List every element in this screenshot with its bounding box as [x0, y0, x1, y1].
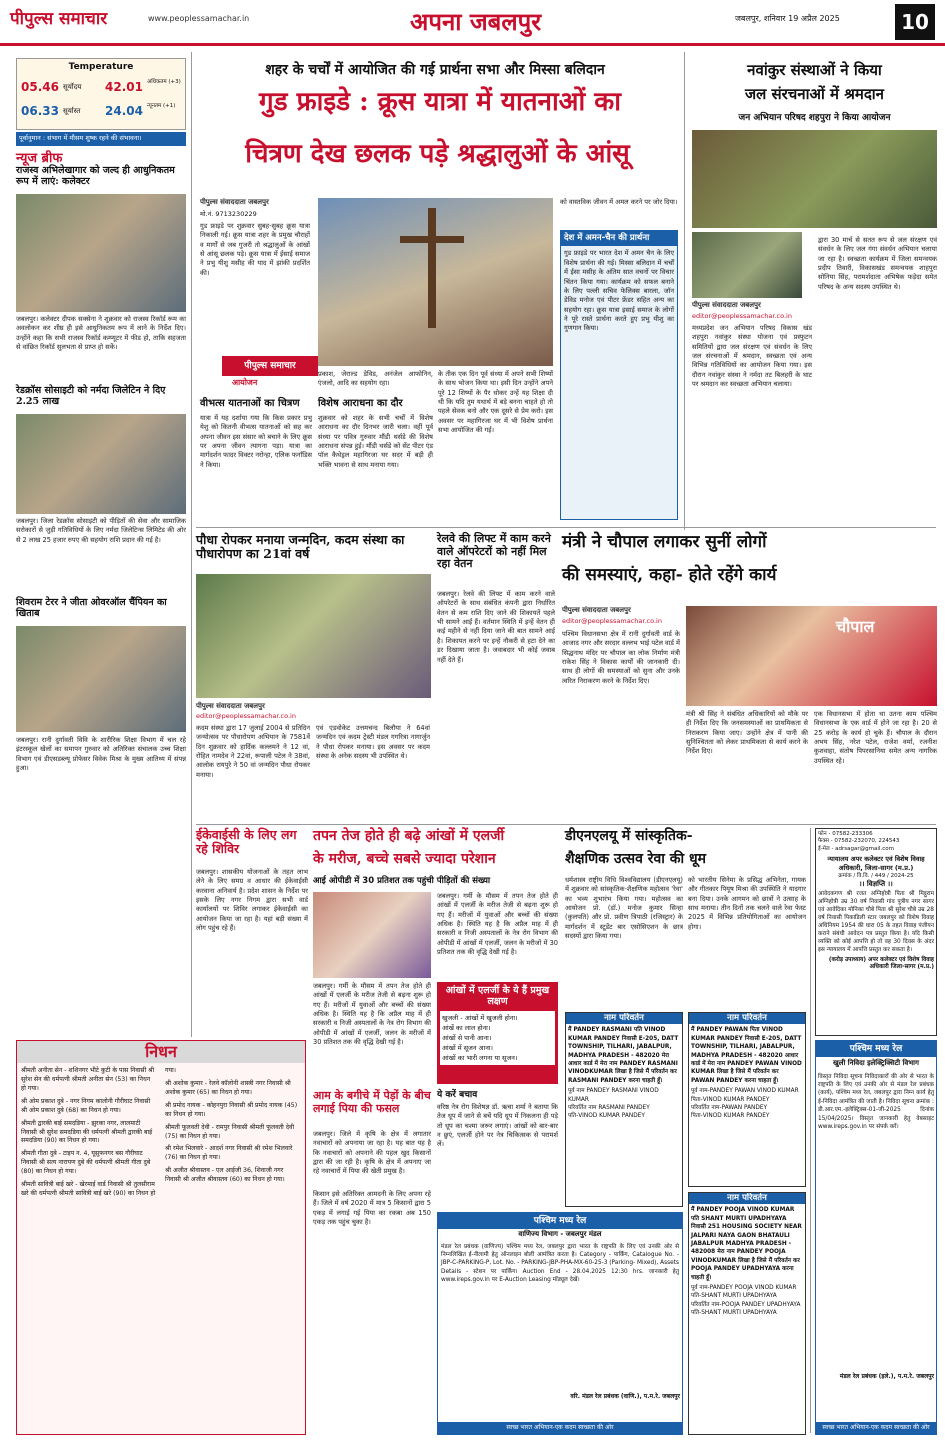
minister-body-3: एक विधानसभा में होता था उतना काम पश्चिम विधानसभा के एक वार्ड में होने जा रहा है। 20 से 25 करोड़ के कार्य हो चुके हैं। चौपाल के दौरान अभय सिंह, नरेश पटेल, राजेश वर्मा, रजनीश कुशवाहा, संतोष पिपरसानिया समेत अन्य नागरिक उपस्थित रहे।: [814, 710, 937, 765]
sub2-body: शुक्रवार को शहर के सभी चर्चों में विशेष आराधना का दौर दिनभर जारी चला। वहीं पूर्व संध्या पर पवित्र गुरुवार मौंडी थर्सडे की विशेष आराधना संपन्न हुई। मौंडी थर्सडे को सेंट पीटर एंड पॉल कैथेड्रल महागिरजा घर सदर में बड़ी ही भक्ति भावना से साथ मनाया गया।: [318, 414, 433, 469]
plantation-byline: [196, 702, 431, 711]
allergy-symptoms-title: आंखों में एलर्जी के ये हैं प्रमुख लक्षण: [445, 985, 550, 1008]
mango-body: जबलपुर। जिले में कृषि के क्षेत्र में लगातार नवाचारों को अपनाया जा रहा है। यह बात यह है कि नवाचारों को अपनाने की पहल खुद किसानों द्वारा की जा रही है। कृषि के क्षेत्र में अपनाए जा रहे नवाचारों में पिया की खेती प्रमुख है।: [313, 1130, 431, 1176]
sunrise-time: 05.46: [21, 80, 59, 94]
column-divider: [810, 828, 811, 1433]
tender-bottom-body: मंडल रेल प्रबंधक (वाणिज्य) पश्चिम मध्य रेल, जबलपुर द्वारा भारत के राष्ट्रपति के लिए एवं उनकी ओर से निम्नलिखित ई-नीलामी हेतु ऑनलाइन बोली आमंत्रित करता है। Category - पार्किंग, Catalogue No. - JBP-C-PARKING-P, Lot. No. - PARKING-JBP-PHA-MX-60-25-3 (Parking- Mixed), Assets Details - स्टेशन पर पार्किंग। Auction End - 28.04.2025 12:30 hrs. जानकारी हेतु www.ireps.gov.in पर E-Auction Leasing मॉड्यूल देखें।: [441, 1243, 679, 1284]
navankur-headline-line-1: नवांकुर संस्थाओं ने किया: [747, 61, 882, 79]
brief-headline-1: राजस्व अभिलेखागार को जल्द ही आधुनिकतम रूप में लाएं: कलेक्टर: [16, 165, 175, 187]
notice-body: आवेदकगण श्री रजत अग्निहोत्री पिता श्री मिट्ठूराम अग्निहोत्री उम्र 30 वर्ष निवासी गांव पुत्रीय नगर सागर एवं आवेदिका मोनिका चौबे पिता श्री सुरेश चौबे उम्र 28 वर्ष निवासी पिकाडिली स्टार जबलपुर को विशेष विवाह अधिनियम 1954 की धारा 05 के तहत विवाह पंजीयन कराने संबंधी आवेदन पत्र प्रस्तुत किया है। यदि किसी व्यक्ति को कोई आपत्ति हो तो वह 30 दिवस के अंदर इस न्यायालय में आपत्ति प्रस्तुत कर सकता है।: [818, 890, 934, 954]
obituary-item: श्रीमती फूलवती देवी - रामपुर निवासी श्रीमती फूलवती देवी (75) का निधन हो गया।: [165, 1123, 295, 1140]
column-divider: [684, 52, 685, 530]
symptom-item: आंखें का लाल होना।: [442, 1023, 491, 1032]
section-divider: [196, 824, 936, 825]
notice-fax: फैक्स - 07582-232070, 224543: [818, 838, 900, 845]
brief-headline-2: रेडक्रॉस सोसाइटी को नर्मदा जिलेटिन ने दिए 2.25 लाख: [16, 385, 166, 407]
dna-body-2: को भारतीय सिनेमा के प्रसिद्ध अभिनेता, गायक और गीतकार पियूष मिश्रा की उपस्थिति ने यादगार बना दिया। उनके आगमन को छात्रों ने उत्साह के साथ मनाया। तीन दिनों तक चलने वाले रेवा फेस्ट 2025 में विभिन्न प्रतियोगिताओं का आयोजन होगा।: [688, 876, 806, 931]
temperature-box: [16, 58, 186, 130]
allergy-headline-line-2: के मरीज, बच्चे सबसे ज्यादा परेशान: [313, 851, 496, 867]
minister-headline-line-1: मंत्री ने चौपाल लगाकर सुनीं लोगों: [562, 532, 767, 552]
notice-office: न्यायालय अपर कलेक्टर एवं विशेष विवाह अधिकारी, जिला-सागर (म.प्र.): [827, 855, 925, 873]
max-temp: 42.01: [105, 80, 143, 94]
navankur-email[interactable]: editor@peoplessamachar.co.in: [692, 312, 792, 320]
event-logo-sub: आयोजन: [232, 378, 258, 387]
brief-headline-3: शिवराम टेरर ने जीता ओवरऑल चैंपियन का खिताब: [16, 597, 167, 619]
plantation-byline-city: जबलपुर: [244, 702, 265, 710]
lead-byline: [200, 198, 310, 207]
navankur-body: मध्यप्रदेश जन अभियान परिषद विकास खंड शहपुरा नवांकुर संस्था योजना एवं प्रस्फुटन समितियों द्वारा जल संरक्षण एवं संवर्धन के लिए जल संरचनाओं में श्रमदान, स्वच्छता एवं अन्य विभिन्न गतिविधियों का आयोजन किया गया। इस दौरान नवांकुर संस्था ने नर्मदा तट बिलहरी के घाट पर श्रमदान कर स्वच्छता अभियान चलाया।: [692, 324, 812, 389]
name-change-line: पूर्व नाम-PANDEY PAWAN VINOD KUMAR: [691, 1088, 799, 1095]
navankur-body-2: द्वारा 30 मार्च से सतत रूप से जल संरक्षण एवं संवर्धन के लिए जल गंगा संवर्धन अभियान चलाया जा रहा है। स्वच्छता कार्यक्रम में जिला समन्वयक प्रदीप तिवारी, विकासखंड समन्वयक शाहपुरा सोनिया सिंह, परामर्शदाता अभिषेक फड़ेदा समेत परिषद के अन्य सदस्य उपस्थित थे।: [818, 236, 937, 291]
tender-right-footer: मंडल रेल प्रबंधक (इले.), प.म.रे. जबलपुर: [839, 1372, 934, 1380]
name-change-line: पूर्व नाम PANDEY RASMANI VINOD KUMAR: [568, 1088, 659, 1103]
lead-caption: प्रकाश, जेराल्ड डेविड, अनंजेल आफोनिन, एंजलो, आदि का सहयोग रहा।: [318, 370, 433, 388]
tender-bottom-subtitle: वाणिज्य विभाग - जबलपुर मंडल: [518, 1230, 602, 1239]
chaupal-banner-text: चौपाल: [836, 617, 875, 636]
min-temp: 24.04: [105, 104, 143, 118]
tender-right-body: विस्तृत निविदा सूचना निविदाकारों की ओर से भारत के राष्ट्रपति के लिए एवं उनकी ओर से मंडल रेल प्रबंधक (कार्य), पश्चिम मध्य रेल, जबलपुर द्वारा निम्न कार्य हेतु ई-निविदा आमंत्रित की जाती है। निविदा सूचना क्रमांक : डी.आर.एम.-इलेक्ट्रिक्स-01-जी-2025 दिनांक 15/04/2025। विस्तृत जानकारी हेतु वेबसाइट www.ireps.gov.in पर संपर्क करें।: [818, 1073, 934, 1130]
obituary-item: श्रीमती द्वारकी बाई समदडिया - झुरका नगर, लालमाटी निवासी श्री सुरेश समदडिया की धर्मपत्नी श्रीमती द्वारकी बाई समदडिया (90) का निधन हो गया।: [21, 1119, 153, 1145]
collector-records-photo: [16, 194, 186, 312]
section-divider: [196, 527, 936, 528]
tender-bottom-swachh: स्वच्छ भारत अभियान-एक कदम स्वच्छता की ओर: [438, 1422, 682, 1434]
notice-case-number: क्रमांक / वि.वि. / 449 / 2024-25: [838, 872, 914, 879]
plantation-headline: पौधा रोपकर मनाया जन्मदिन, कदम संस्था का पौधारोपण का 21वां वर्ष: [196, 532, 405, 562]
sports-champions-photo: [16, 626, 186, 732]
railway-body: जबलपुर। रेलवे की लिफ्ट में काम करने वाले ऑपरेटरों के साथ संबंधित कंपनी द्वारा निर्धारित वेतन से कम राशि दिए जाने की शिकायतें पहले भी सामने आईं हैं। वर्तमान स्थिति में इन्हें वेतन ही कई महीने से नहीं दिया जाने की बात सामने आई है। शिकायत करने पर इन्हें नौकरी से हटा देने का डर दिखाया जाता है। जवाबदार भी कोई जवाब नहीं देते हैं।: [437, 590, 555, 664]
cross-illustration-icon: [318, 198, 553, 366]
symptom-item: आंखों में सूजन आना।: [442, 1043, 493, 1052]
prevention-body: वरिष्ठ नेत्र रोग विशेषज्ञ डॉ. ऋचा शर्मा ने बताया कि तेज धूप में जाने से बचें यदि धूप में निकलना ही पड़े तो धूप का चश्मा जरूर लगाएं। आंखों को बार-बार न छुएं, एलर्जी होने पर नेत्र चिकित्सक से परामर्श लें।: [437, 1103, 558, 1149]
lead-headline-line-2: चित्रण देख छलक पड़े श्रद्धालुओं के आंसू: [245, 139, 630, 169]
notice-title: ।। विज्ञप्ति ।।: [859, 880, 893, 889]
lead-byline-city: जबलपुर: [248, 198, 269, 206]
name-change-line: परिवर्तित नाम-PAWAN PANDEY: [691, 1104, 768, 1111]
name-change-line: परिवर्तित नाम-POOJA PANDEY UPADHYAYA: [691, 1301, 801, 1308]
name-change-line: पूर्व नाम-PANDEY POOJA VINOD KUMAR: [691, 1284, 797, 1291]
marriage-notice: [815, 828, 937, 1036]
minister-email[interactable]: editor@peoplessamachar.co.in: [562, 617, 662, 625]
section-title: अपना जबलपुर: [410, 7, 542, 36]
railway-tender-right: [815, 1040, 937, 1435]
railway-tender-bottom: [437, 1212, 683, 1435]
newspaper-logo: पीपुल्स समाचार: [10, 9, 108, 29]
plantation-body-2: एवं एडवोकेट उत्तमचन्द बिलौया ने 64वां जन्मदिन एवं कदम ट्रेस्टी मंडल गगरित्रा नागार्जुन ने पौधा रोपकर मनाया। इस अवसर पर कदम संस्था के अनेक सदस्य भी उपस्थित थे।: [316, 724, 430, 761]
navankur-headline-line-2: जल संरचनाओं में श्रमदान: [744, 85, 885, 103]
obituary-item: श्री रमेश भिलवारे - आदर्श नगर निवासी श्री रमेश भिलवारे (76) का निधन हो गया।: [165, 1145, 293, 1162]
mango-headline: आम के बगीचे में पेड़ों के बीच लगाई पिया की फसल: [313, 1089, 431, 1115]
dateline: जबलपुर, शनिवार 19 अप्रैल 2025: [735, 14, 840, 23]
obituary-item: श्री प्रमोद नायक - कोहनपुरा निवासी श्री प्रमोद नायक (45) का निधन हो गया।: [165, 1101, 298, 1118]
masthead: [0, 0, 945, 46]
min-temp-label: न्यूनतम (+1): [147, 103, 176, 109]
obituary-item: श्री अशोक कुमार - रेलवे कॉलोनी शास्त्री नगर निवासी श्री अशोक कुमार (65) का निधन हो गया।: [165, 1079, 291, 1096]
lead-mobile: मो.नं. 9713230229: [200, 210, 257, 218]
tender-right-title: पश्चिम मध्य रेल: [816, 1041, 936, 1057]
minister-body: पश्चिम विधानसभा क्षेत्र में रानी दुर्गावती वार्ड के आजाद नगर और सरदार वल्लभ भाई पटेल वार्ड में सिद्धनाथ मंदिर पर चौपाल का लोक निर्माण मंत्री राकेश सिंह ने विकास कार्यों की जानकारी दी। साथ ही लोगों की समस्याओं को सुना और उनके त्वरित निराकरण करने के निर्देश दिए।: [562, 630, 680, 685]
column-divider: [191, 52, 192, 1037]
name-change-title: नाम परिवर्तन: [689, 1013, 805, 1024]
mango-body-continued: किसान इसे अतिरिक्त आमदनी के लिए अपना रहे हैं। जिले में वर्ष 2020 में मात्र 5 किसानों द्वारा 5 एकड़ में लगाई गई पिया का रकबा अब 150 एकड़ तक पहुंच चुका है।: [313, 1190, 431, 1227]
redcross-cheque-photo: [16, 414, 186, 514]
name-change-title: नाम परिवर्तन: [689, 1193, 805, 1204]
temperature-title: Temperature: [68, 62, 134, 72]
name-change-ad-1: [565, 1012, 683, 1207]
chaupal-photo: [686, 606, 937, 706]
ekyc-body: जबलपुर। शासकीय योजनाओं के तहत लाभ लेने के लिए समग्र व आधार की ईकेवाईसी करवाना अनिवार्य है। प्रदेश शासन के निर्देश पर इसके लिए नगर निगम द्वारा सभी वार्ड कार्यालयों पर शिविर लगाकर ईकेवाईसी का आयोजन किया जा रहा है। यहां बड़ी संख्या में लोग पहुंच रहे हैं।: [196, 868, 308, 933]
peace-prayer-body: गुड फ्राइडे पर भारत देश में अमन चैन के लिए विशेष प्रार्थना की गई। मिस्सा बलिदान में चर्चों में ईसा मसीह के अंतिम सात वचनों पर विचार चिंतन किया गया। कार्यक्रम को सफल बनाने के लिए पल्ली सचिव फेलिक्स बारला, जॉन डेविड मनोज एवं पीटर फ्रेंडर सहित अन्य का सहयोग रहा। क्रूस यात्रा इसाई समाज के लोगों ने पूरे रास्ते प्रार्थना करते हुए प्रभु यीशु का गुणगान किया।: [564, 249, 674, 333]
tender-right-swachh: स्वच्छ भारत अभियान-एक कदम स्वच्छता की ओर: [816, 1422, 936, 1434]
name-change-body-2: मैं PANDEY PAWAN पिता VINOD KUMAR PANDEY निवासी E-205, DATT TOWNSHIP, TILHARI, JABALPUR, MADHYA PRADESH - 482020 आधार कार्ड में मेरा नाम PANDEY PAWAN VINOD KUMAR लिखा है जिसे मैं परिवर्तन कर PAWAN PANDEY करना चाहता हूँ।: [691, 1027, 802, 1084]
website-url[interactable]: www.peoplessamachar.in: [148, 14, 250, 23]
navankur-byline-name: पीपुल्स संवाददाता: [692, 301, 738, 309]
allergy-subhead: आई ओपीडी में 30 प्रतिशत तक पहुंची पीड़ितों की संख्या: [313, 876, 491, 886]
name-change-body-1: मैं PANDEY RASMANI पति VINOD KUMAR PANDEY निवासी E-205, DATT TOWNSHIP, TILHARI, JABALPUR, MADHYA PRADESH - 482020 मेरा आधार कार्ड में मेरा नाम PANDEY RASMANI VINODKUMAR लिखा है जिसे मैं परिवर्तन कर RASMANI PANDEY करना चाहती हूँ।: [568, 1027, 679, 1084]
notice-email[interactable]: ई-मेल - adrsagar@gmail.com: [818, 845, 894, 852]
name-change-line: पिता-VINOD KUMAR PANDEY: [691, 1096, 770, 1103]
obituary-item: श्रीमती गीता दुबे - टाइप न. 4, यूसुफनगर बस गौरीघाट निवासी श्री सत्य नारायण दुबे की धर्मपत्नी श्रीमती गीता दुबे (80) का निधन हो गया।: [21, 1150, 151, 1176]
minister-headline-line-2: की समस्याएं, कहा- होते रहेंगे कार्य: [562, 565, 777, 585]
name-change-line: परिवर्तित नाम RASMANI PANDEY: [568, 1104, 650, 1111]
dna-headline-line-2: शैक्षणिक उत्सव रेवा की धूम: [565, 851, 706, 867]
obituary-item: श्री ओम प्रकाश दुबे - नगर निगम कालोनी गौरीघाट निवासी श्री ओम प्रकाश दुबे (68) का निधन हो गया।: [21, 1097, 151, 1114]
obituary-item: श्री अजीत श्रीवास्तव - एल आईजी 36, शिवाजी नगर निवासी श्री अजीत श्रीवास्तव (60) का निधन हो गया।: [165, 1167, 285, 1184]
allergy-body-2: जबलपुर। गर्मी के मौसम में तपन तेज होते ही आंखों में एलर्जी के मरीज तेजी से बढ़ना शुरू हो गए हैं। मरीजों में युवाओं और बच्चों की संख्या अधिक है। स्थिति यह है कि अप्रैल माह में ही सरकारी व निजी अस्पतालों के नेत्र रोग विभाग की ओपीडी में आंखों में एलर्जी, जलन के मरीजों में 30 प्रतिशत तक की वृद्धि देखी गई है।: [313, 982, 431, 1047]
obituary-item: श्रीमती सावित्री बाई खरे - खेरमाई वार्ड निवासी श्री तुलसीराम खरे की धर्मपत्नी श्रीमती सावित्री बाई खरे (90) का निधन हो गया।: [21, 1066, 177, 1198]
weather-forecast: पूर्वानुमान : संभाग में मौसम शुष्क रहने की संभावना।: [16, 132, 186, 146]
lead-col4-body: को वास्तविक जीवन में अमल करने पर जोर दिया।: [560, 198, 678, 206]
crucifixion-procession-photo: [318, 198, 553, 366]
lead-headline-line-1: गुड फ्राइडे : क्रूस यात्रा में यातनाओं का: [258, 87, 622, 117]
allergy-symptoms-box: [437, 982, 558, 1084]
plantation-group-photo: [196, 574, 431, 698]
dna-headline-line-1: डीएनएलयू में सांस्कृतिक-: [565, 828, 693, 844]
news-brief-label: न्यूज ब्रीफ: [16, 151, 63, 166]
notice-signature: (करोड़ उपाध्याय) अपर कलेक्टर एवं विशेष विवाह अधिकारी जिला-सागर (म.प्र.): [828, 956, 934, 971]
sub1-body: यात्रा में यह दर्शाया गया कि किस प्रकार प्रभु येशु को कितनी वीभत्स यातनाओं को सह कर अपना जीवन इस संसार को बचाने के लिए क्रूस पर अपना जीवन त्यागना पड़ा। यात्रा का मार्गदर्शन फादर विक्टर नरोन्हा, एलिक फर्नांडिस ने किया।: [200, 414, 312, 469]
minister-byline-city: जबलपुर: [610, 606, 631, 614]
allergy-headline-line-1: तपन तेज होते ही बढ़े आंखों में एलर्जी: [313, 828, 505, 844]
railway-headline: रेलवे की लिफ्ट में काम करने वाले ऑपरेटरों को नहीं मिल रहा वेतन: [437, 532, 551, 571]
minister-byline: [562, 606, 680, 615]
peace-prayer-box: [560, 230, 678, 520]
tender-right-subtitle: खुली निविदा इलेक्ट्रिक्सिटी विभाग: [833, 1059, 919, 1068]
navankur-byline-city: जबलपुर: [740, 301, 761, 309]
tender-bottom-footer: वरि. मंडल रेल प्रबंधक (वाणि.), प.म.रे. जबलपुर: [570, 1392, 680, 1400]
peace-prayer-heading: देश में अमन-चैन की प्रार्थना: [561, 231, 677, 246]
prevention-heading: ये करें बचाव: [437, 1090, 478, 1100]
name-change-body-3: मैं PANDEY POOJA VINOD KUMAR पति SHANT MURTI UPADHYAYA निवासी 251 HOUSING SOCIETY NEAR JALPARI NAYA GAON BHATAULI JABALPUR MADHYA PRADESH - 482008 मेरा नाम PANDEY POOJA VINODKUMAR लिखा है जिसे मैं परिवर्तन कर POOJA PANDEY UPADHYAYA करना चाहती हूँ।: [691, 1207, 802, 1281]
dna-body: धर्मशास्त्र राष्ट्रीय विधि विश्वविद्यालय (डीएनएलयू) में शुक्रवार को सांस्कृतिक-शैक्षणिक महोत्सव 'रेवा' का भव्य शुभारंभ किया गया। महोत्सव का आयोजन प्रो. (डॉ.) मनोज कुमार सिन्हा (कुलपति) और प्रो. प्रवीण त्रिपाठी (रजिस्ट्रार) के मार्गदर्शन में स्टूडेंट बार एसोसिएशन के छात्र सदस्यों द्वारा किया गया।: [565, 876, 683, 941]
minister-body-2: मंत्री श्री सिंह ने संबंधित अधिकारियों को मौके पर ही निर्देश दिए कि जनसमस्याओं का प्राथमिकता से निराकरण किया जाए। उन्होंने क्षेत्र में पानी की सुनिश्चितता को लेकर प्राथमिकता से कार्य करने के निर्देश दिए।: [686, 710, 808, 756]
name-change-ad-2: [688, 1012, 806, 1187]
symptom-item: खुजली - आंखों में खुजली होना।: [442, 1013, 518, 1022]
minister-byline-name: पीपुल्स संवाददाता: [562, 606, 608, 614]
name-change-title: नाम परिवर्तन: [566, 1013, 682, 1024]
sub1-heading: वीभत्स यातनाओं का चित्रण: [200, 398, 300, 409]
obituary-title: निधन: [17, 1041, 305, 1063]
allergy-body: जबलपुर। गर्मी के मौसम में तपन तेज होते ही आंखों में एलर्जी के मरीज तेजी से बढ़ना शुरू हो गए हैं। मरीजों में युवाओं और बच्चों की संख्या अधिक है। स्थिति यह है कि अप्रैल माह में ही सरकारी व निजी अस्पतालों के नेत्र रोग विभाग की ओपीडी में आंखों में एलर्जी, जलन के मरीजों में 30 प्रतिशत तक की वृद्धि देखी गई है।: [437, 892, 558, 957]
obituary-item: श्रीमती अनीता सेन - शशिनगर भीटे कुटी के पास निवासी श्री सुरेश सेन की धर्मपत्नी श्रीमती अनीता सेन (53) का निधन हो गया।: [21, 1066, 155, 1092]
name-change-line: पिता-VINOD KUMAR PANDEY: [691, 1113, 770, 1120]
name-change-line: पति-VINOD KUMAR PANDEY: [568, 1113, 645, 1120]
eye-checkup-photo: [313, 892, 431, 978]
symptom-item: आंखों का भारी लगना या सूजन।: [442, 1054, 518, 1063]
obituary-box: [16, 1040, 306, 1435]
name-change-line: पति-SHANT MURTI UPADHYAYA: [691, 1310, 777, 1317]
navankur-subhead: जन अभियान परिषद शहपुरा ने किया आयोजन: [738, 113, 891, 123]
max-temp-label: अधिकतम (+3): [147, 79, 181, 85]
plantation-byline-name: पीपुल्स संवाददाता: [196, 702, 242, 710]
sunset-label: सूर्यास्त: [63, 107, 81, 115]
brief-body-3: जबलपुर। रानी दुर्गावती विवि के शारीरिक शिक्षा विभाग में चल रहे इंटरस्कूल खेलों का समापन गुरुवार को अतिरिक्त संचालक उच्च शिक्षा विभाग एवं डीएसडब्ल्यू प्रोफेसर विवेक मिश्रा के मुख्य आतिथ्य में संपन्न हुआ।: [16, 736, 186, 773]
sunrise-label: सूर्योदय: [63, 83, 82, 91]
lead-body: गुड फ्राइडे पर शुक्रवार सुबह-सुबह क्रूस यात्रा निकाली गई। क्रूस यात्रा शहर के प्रमुख चौराहों व मार्गों से जब गुजरी तो श्रद्धालुओं के आंखों से आंसू छलक पड़े। क्रूस यात्रा में ईसाई समाज ने प्रभु यीशु मसीह की याद में झांकी प्रदर्शित की।: [200, 222, 310, 277]
ekyc-headline: ईकेवाईसी के लिए लग रहे शिविर: [196, 827, 297, 857]
plantation-body: कदम संस्था द्वारा 17 जुलाई 2004 से प्रतिदिन जन्मोत्सव पर पौधारोपण अभियान के 7581वें दिन शुक्रवार को हार्दिक कल्लमने ने 12 वां, रोहित नामदेव ने 22वां, रूपाली पटेल ने 38वां, आलोक रायपुरे ने 50 वां जन्मदिन पौधा रोपकर मनाया।: [196, 724, 310, 779]
name-change-line: पति-SHANT MURTI UPADHYAYA: [691, 1293, 777, 1300]
sub2-heading: विशेष आराधना का दौर: [318, 398, 403, 409]
event-logo-tag: पीपुल्स समाचार: [222, 356, 318, 376]
name-change-ad-3: [688, 1192, 806, 1435]
brief-body-2: जबलपुर। जिला रेडक्रॉस सोसाइटी को पीड़ितों की सेवा और सामाजिक सरोकारों से जुड़ी गतिविधियों के लिए नर्मदा जिलेटिन्स लिमिटेड की ओर से 2 लाख 25 हजार रुपए की सहयोग राशि प्रदान की गई है।: [16, 517, 186, 544]
tender-bottom-title: पश्चिम मध्य रेल: [438, 1213, 682, 1229]
navankur-byline: [692, 301, 812, 310]
sunset-time: 06.33: [21, 104, 59, 118]
brief-body-1: जबलपुर। कलेक्टर दीपक सक्सेना ने शुक्रवार को राजस्व रिकॉर्ड रूम का अवलोकन कर शीघ्र ही इसे आधुनिकतम रूप में लाने के निर्देश दिए। उन्होंने कहा कि सभी राजस्व रिकॉर्ड कम्प्यूटर में फीड हो, ताकि सहजता से वांछित रिकॉर्ड सुलभता से प्राप्त हो सकें।: [16, 315, 186, 352]
lead-kicker: शहर के चर्चों में आयोजित की गई प्रार्थना सभा और मिस्सा बलिदान: [265, 62, 605, 78]
shramdan-photo-2: [692, 232, 802, 298]
lead-col3-body: के तीक एक दिन पूर्व संध्या में अपने सभी शिष्यों के साथ भोजन किया था। इसी दिन उन्होंने अपने पूरे 12 शिष्यों के पैर धोकर उन्हें यह शिक्षा दी थी कि यदि तुम यथार्थ में बड़े बनना चाहते हो तो पहले सेवक बनो और एक दूसरे से प्रेम करो। इस अवसर पर महागिरजा घर में भी विशेष प्रार्थना सभा आयोजित की गई।: [438, 370, 553, 435]
symptom-item: आंखों से पानी आना।: [442, 1033, 492, 1042]
plantation-email[interactable]: editor@peoplessamachar.co.in: [196, 712, 296, 720]
page-number: 10: [895, 4, 935, 40]
lead-byline-name: पीपुल्स संवाददाता: [200, 198, 246, 206]
notice-phone: फोन - 07582-233306: [818, 831, 873, 837]
shramdan-photo-1: [692, 130, 937, 228]
